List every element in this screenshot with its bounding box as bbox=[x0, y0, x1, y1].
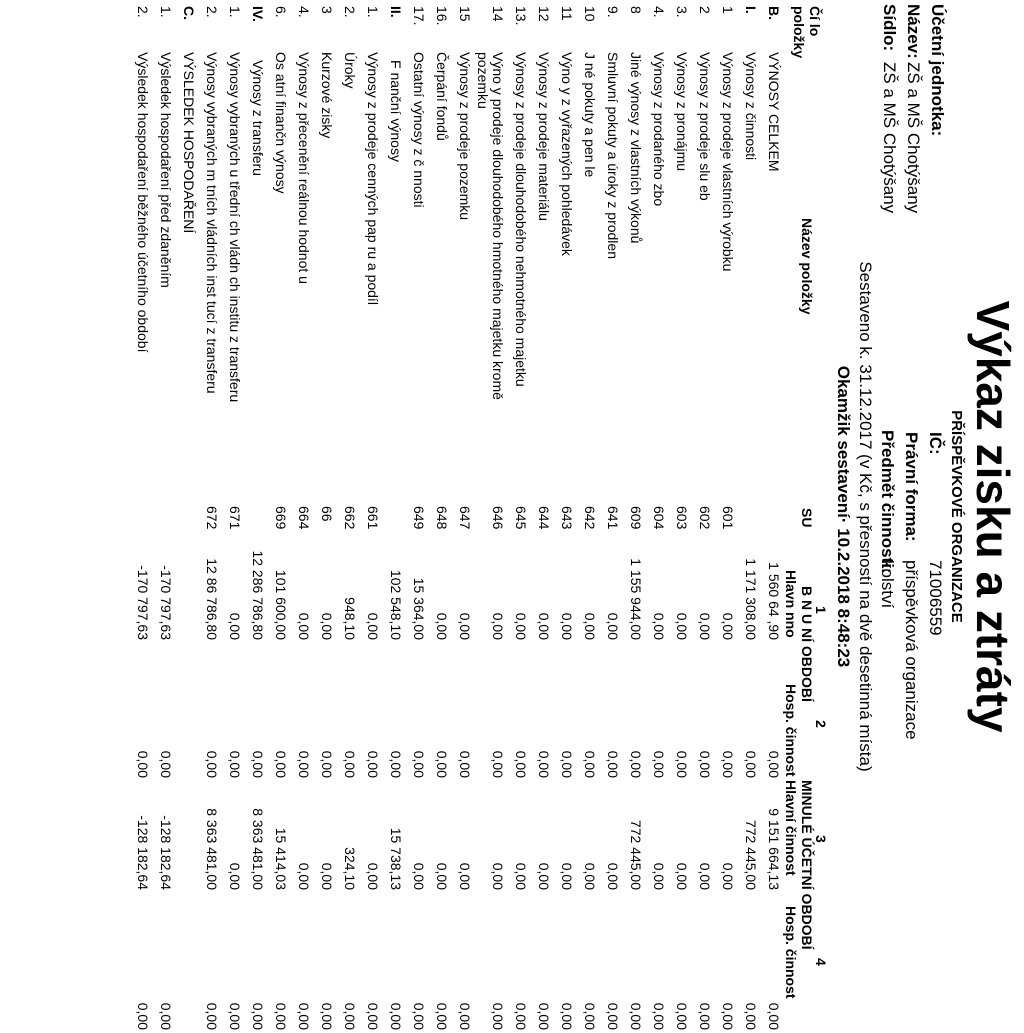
row-main-current: 102 548,10 bbox=[388, 569, 404, 640]
row-hosp-previous: 0,00 bbox=[227, 1002, 243, 1030]
row-main-previous: 0,00 bbox=[674, 862, 690, 890]
row-number: 3 bbox=[319, 6, 335, 14]
row-number: 1. bbox=[158, 6, 174, 18]
row-number: C. bbox=[181, 6, 197, 20]
name-label: Název: bbox=[904, 4, 923, 59]
row-su: 662 bbox=[342, 506, 358, 530]
row-main-current: 12 86 786,80 bbox=[204, 558, 220, 640]
row-hosp-previous: 0,00 bbox=[559, 1002, 575, 1030]
row-main-previous: 0,00 bbox=[720, 862, 736, 890]
row-number: 1 bbox=[720, 6, 736, 14]
row-hosp-previous: 0,00 bbox=[513, 1002, 529, 1030]
row-name: Výnosy z prodaného zbo bbox=[651, 52, 667, 207]
row-hosp-previous: 0,00 bbox=[342, 1002, 358, 1030]
col-number-1: 1 bbox=[813, 606, 829, 614]
row-main-current: 101 600,00 bbox=[273, 569, 289, 640]
row-hosp-previous: 0,00 bbox=[434, 1002, 450, 1030]
row-name: Výnosy z pronájmu bbox=[674, 52, 690, 172]
row-hosp-current: 0,00 bbox=[296, 750, 312, 778]
row-name: Výnosy z prodeje materiálu bbox=[536, 52, 552, 221]
row-hosp-previous: 0,00 bbox=[204, 1002, 220, 1030]
row-number: 1. bbox=[227, 6, 243, 18]
col-cislo-line2: položky bbox=[791, 6, 807, 59]
row-main-previous: 0,00 bbox=[536, 862, 552, 890]
row-main-current: -170 797,63 bbox=[135, 565, 151, 640]
row-number: 1. bbox=[365, 6, 381, 18]
compiled-moment: Okamžik sestavení· 10.2.2018 8:48:23 bbox=[834, 365, 853, 668]
row-name: Výsledek hospodaření běžného účetního období bbox=[135, 52, 151, 353]
row-su: 661 bbox=[365, 506, 381, 530]
row-hosp-current: 0,00 bbox=[204, 750, 220, 778]
row-hosp-previous: 0,00 bbox=[388, 1002, 404, 1030]
row-main-current: 0,00 bbox=[457, 612, 473, 640]
row-su: 672 bbox=[204, 506, 220, 530]
row-number: I. bbox=[743, 6, 759, 14]
row-hosp-previous: 0,00 bbox=[365, 1002, 381, 1030]
col-number-4: 4 bbox=[813, 958, 829, 966]
row-main-previous: 15 414,03 bbox=[273, 827, 289, 890]
row-hosp-previous: 0,00 bbox=[536, 1002, 552, 1030]
row-number: 2 bbox=[697, 6, 713, 14]
row-su: 604 bbox=[651, 506, 667, 530]
row-number: 11 bbox=[559, 6, 575, 21]
row-main-current: 0,00 bbox=[296, 612, 312, 640]
row-main-previous: 0,00 bbox=[582, 862, 598, 890]
row-hosp-previous: 0,00 bbox=[250, 1002, 266, 1030]
row-name: VÝSLEDEK HOSPODAŘENÍ bbox=[181, 52, 197, 234]
row-hosp-previous: 0,00 bbox=[411, 1002, 427, 1030]
col-su-header: SU bbox=[799, 508, 815, 528]
col-cislo-line1: Čí lo bbox=[807, 6, 823, 37]
row-number: IV. bbox=[250, 6, 266, 22]
row-main-previous: 324,10 bbox=[342, 847, 358, 890]
row-number: 14 bbox=[490, 6, 506, 22]
row-hosp-current: 0,00 bbox=[674, 750, 690, 778]
row-main-current: 0,00 bbox=[582, 612, 598, 640]
row-name: Smluvní pokuty a úroky z prodlen bbox=[605, 52, 621, 259]
row-name: VÝNOSY CELKEM bbox=[766, 52, 782, 172]
row-main-previous: 0,00 bbox=[513, 862, 529, 890]
row-number: 10 bbox=[582, 6, 598, 22]
row-name: Čerpání fondů bbox=[434, 52, 450, 141]
compiled-date: Sestaveno k. 31.12.2017 (v Kč, s přesností na dvě desetinná místa) bbox=[856, 261, 875, 772]
row-name: Výnosy z transferu bbox=[250, 60, 266, 176]
row-su: 647 bbox=[457, 506, 473, 530]
row-main-previous: 0,00 bbox=[434, 862, 450, 890]
row-su: 643 bbox=[559, 506, 575, 530]
row-main-previous: 0,00 bbox=[490, 862, 506, 890]
row-name: Os atní finančn výnosy bbox=[273, 52, 289, 194]
col-main-previous: Hlavní činnost bbox=[783, 780, 799, 876]
row-su: 671 bbox=[227, 506, 243, 530]
row-main-previous: -128 182,64 bbox=[158, 815, 174, 890]
row-name: Výnosy z přecenění reálnou hodnot u bbox=[296, 52, 312, 284]
row-main-current: 0,00 bbox=[605, 612, 621, 640]
row-main-previous: 0,00 bbox=[365, 862, 381, 890]
row-main-previous: 0,00 bbox=[651, 862, 667, 890]
row-name: Výno y z vyřazených pohledávek bbox=[559, 52, 575, 256]
row-hosp-current: 0,00 bbox=[582, 750, 598, 778]
row-number: 13. bbox=[513, 6, 529, 26]
row-hosp-current: 0,00 bbox=[605, 750, 621, 778]
row-main-previous: 8 363 481,00 bbox=[250, 808, 266, 890]
legal-form-label: Právní forma: bbox=[902, 432, 921, 542]
row-main-previous: 0,00 bbox=[319, 862, 335, 890]
row-hosp-current: 0,00 bbox=[135, 750, 151, 778]
row-hosp-current: 0,00 bbox=[457, 750, 473, 778]
report-subtitle: PŘÍSPĚVKOVÉ ORGANIZACE bbox=[948, 410, 965, 623]
name-value: ZŠ a MŠ Chotýšany bbox=[904, 62, 923, 214]
row-hosp-previous: 0,00 bbox=[743, 1002, 759, 1030]
row-number: 15 bbox=[457, 6, 473, 22]
row-name: Výnosy z prodeje dlouhodobého nehmotného majetku bbox=[513, 52, 529, 387]
row-hosp-current: 0,00 bbox=[766, 750, 782, 778]
row-main-current: 948,10 bbox=[342, 597, 358, 640]
row-number: II. bbox=[388, 6, 404, 18]
row-hosp-current: 0,00 bbox=[250, 750, 266, 778]
row-number: B. bbox=[766, 6, 782, 20]
row-main-current: 0,00 bbox=[434, 612, 450, 640]
row-hosp-current: 0,00 bbox=[697, 750, 713, 778]
row-su: 646 bbox=[490, 506, 506, 530]
col-hosp-current: Hosp. činnost bbox=[783, 684, 799, 777]
row-su: 641 bbox=[605, 506, 621, 530]
row-number: 9. bbox=[605, 6, 621, 18]
row-hosp-previous: 0,00 bbox=[490, 1002, 506, 1030]
row-main-current: 1 560 64 ,90 bbox=[766, 562, 782, 640]
row-name: Výnosy z prodeje vlastních výrobku bbox=[720, 52, 736, 272]
row-name: J né pokuty a pen le bbox=[582, 52, 598, 178]
row-hosp-previous: 0,00 bbox=[766, 1002, 782, 1030]
row-hosp-current: 0,00 bbox=[720, 750, 736, 778]
row-name: Úroky bbox=[342, 52, 358, 89]
row-su: 669 bbox=[273, 506, 289, 530]
row-su: 644 bbox=[536, 506, 552, 530]
row-main-current: 12 286 786,80 bbox=[250, 550, 266, 640]
row-hosp-previous: 0,00 bbox=[628, 1002, 644, 1030]
row-name: Výnosy z prodeje cenných pap ru a podíl bbox=[365, 52, 381, 305]
row-main-current: 0,00 bbox=[513, 612, 529, 640]
row-number: 12 bbox=[536, 6, 552, 22]
row-su: 645 bbox=[513, 506, 529, 530]
row-main-current: 0,00 bbox=[365, 612, 381, 640]
row-number: 17. bbox=[411, 6, 427, 26]
ic-value: 71006559 bbox=[926, 560, 945, 636]
ic-label: IČ: bbox=[926, 432, 945, 455]
row-su: 642 bbox=[582, 506, 598, 530]
row-hosp-current: 0,00 bbox=[559, 750, 575, 778]
row-main-previous: 8 363 481,00 bbox=[204, 808, 220, 890]
row-number: 8 bbox=[628, 6, 644, 14]
row-name: Výnosy vybraných m tních vládních inst tucí z transferu bbox=[204, 52, 220, 394]
row-hosp-previous: 0,00 bbox=[697, 1002, 713, 1030]
row-hosp-current: 0,00 bbox=[536, 750, 552, 778]
row-main-previous: 0,00 bbox=[697, 862, 713, 890]
row-number: 16. bbox=[434, 6, 450, 26]
row-main-previous: 772 445,00 bbox=[743, 819, 759, 890]
row-main-current: 0,00 bbox=[674, 612, 690, 640]
row-name: Výnosy z činnosti bbox=[743, 52, 759, 161]
col-current-period: B N U NÍ OBDOBÍ bbox=[799, 586, 815, 702]
row-hosp-previous: 0,00 bbox=[457, 1002, 473, 1030]
row-hosp-current: 0,00 bbox=[651, 750, 667, 778]
row-main-previous: 9 151 664,13 bbox=[766, 808, 782, 890]
row-su: 649 bbox=[411, 506, 427, 530]
row-hosp-current: 0,00 bbox=[342, 750, 358, 778]
row-hosp-previous: 0,00 bbox=[296, 1002, 312, 1030]
row-main-previous: 0,00 bbox=[559, 862, 575, 890]
row-main-previous: 15 738,13 bbox=[388, 827, 404, 890]
row-main-current: -170 797,63 bbox=[158, 565, 174, 640]
row-hosp-current: 0,00 bbox=[434, 750, 450, 778]
row-name: Ostatní výnosy z č nnosti bbox=[411, 52, 427, 208]
row-name: F nanční výnosy bbox=[388, 60, 404, 162]
unit-label: Účetní jednotka: bbox=[928, 4, 947, 137]
row-hosp-previous: 0,00 bbox=[273, 1002, 289, 1030]
row-hosp-previous: 0,00 bbox=[582, 1002, 598, 1030]
row-number: 2. bbox=[204, 6, 220, 18]
col-number-3: 3 bbox=[813, 835, 829, 843]
row-main-current: 0,00 bbox=[536, 612, 552, 640]
row-name: Jiné výnosy z vlastních výkonů bbox=[628, 52, 644, 244]
row-name: Výnosy z prodeje pozemku bbox=[457, 52, 473, 221]
row-main-current: 1 171 308,00 bbox=[743, 558, 759, 640]
row-hosp-previous: 0,00 bbox=[720, 1002, 736, 1030]
row-su: 602 bbox=[697, 506, 713, 530]
row-hosp-current: 0,00 bbox=[513, 750, 529, 778]
row-su: 66 bbox=[319, 506, 335, 522]
row-main-previous: 0,00 bbox=[457, 862, 473, 890]
row-main-previous: -128 182,64 bbox=[135, 815, 151, 890]
row-number: 4. bbox=[296, 6, 312, 18]
row-main-current: 0,00 bbox=[559, 612, 575, 640]
row-main-current: 0,00 bbox=[720, 612, 736, 640]
row-main-current: 1 155 944,00 bbox=[628, 558, 644, 640]
row-name-continued: pozemku bbox=[475, 52, 491, 109]
row-main-previous: 0,00 bbox=[605, 862, 621, 890]
activity-value: kolství bbox=[878, 560, 897, 609]
row-hosp-current: 0,00 bbox=[158, 750, 174, 778]
row-main-previous: 0,00 bbox=[227, 862, 243, 890]
row-name: Výnosy z prodeje slu eb bbox=[697, 52, 713, 201]
row-name: Kurzové zisky bbox=[319, 52, 335, 139]
row-name: Výnosy vybraných u třední ch vládn ch institu z transferu bbox=[227, 52, 243, 403]
row-main-current: 0,00 bbox=[227, 612, 243, 640]
col-previous-period: MINULÉ ÚČETNÍ OBDOBÍ bbox=[799, 780, 815, 950]
row-number: 2. bbox=[342, 6, 358, 18]
row-hosp-current: 0,00 bbox=[365, 750, 381, 778]
row-main-current: 0,00 bbox=[319, 612, 335, 640]
col-name-header: Název položky bbox=[799, 218, 815, 315]
col-number-2: 2 bbox=[813, 720, 829, 728]
row-main-previous: 0,00 bbox=[296, 862, 312, 890]
row-hosp-current: 0,00 bbox=[628, 750, 644, 778]
row-hosp-current: 0,00 bbox=[411, 750, 427, 778]
row-name: Výno y prodeje dlouhodobého hmotného majetku kromě bbox=[490, 52, 506, 400]
row-hosp-previous: 0,00 bbox=[605, 1002, 621, 1030]
row-number: 2. bbox=[135, 6, 151, 18]
col-main-current: Hlavn nno bbox=[783, 570, 799, 638]
report-title: Výkaz zisku a ztráty bbox=[967, 300, 1019, 733]
row-main-current: 0,00 bbox=[651, 612, 667, 640]
row-su: 609 bbox=[628, 506, 644, 530]
row-hosp-current: 0,00 bbox=[273, 750, 289, 778]
col-hosp-previous: Hosp. činnost bbox=[783, 906, 799, 999]
row-hosp-previous: 0,00 bbox=[651, 1002, 667, 1030]
row-main-current: 15 364,00 bbox=[411, 577, 427, 640]
row-su: 664 bbox=[296, 506, 312, 530]
row-hosp-previous: 0,00 bbox=[158, 1002, 174, 1030]
row-hosp-current: 0,00 bbox=[743, 750, 759, 778]
legal-form-value: příspěvková organizace bbox=[902, 560, 921, 740]
row-hosp-current: 0,00 bbox=[227, 750, 243, 778]
row-hosp-previous: 0,00 bbox=[319, 1002, 335, 1030]
seat-value: ZŠ a MŠ Chotýšany bbox=[880, 62, 899, 214]
seat-label: Sídlo: bbox=[880, 4, 899, 52]
row-su: 648 bbox=[434, 506, 450, 530]
row-hosp-previous: 0,00 bbox=[135, 1002, 151, 1030]
row-main-previous: 772 445,00 bbox=[628, 819, 644, 890]
row-number: 3. bbox=[674, 6, 690, 18]
activity-label: Předmět činnosti: bbox=[878, 430, 897, 574]
row-hosp-current: 0,00 bbox=[319, 750, 335, 778]
row-hosp-current: 0,00 bbox=[490, 750, 506, 778]
row-number: 6. bbox=[273, 6, 289, 18]
row-main-current: 0,00 bbox=[697, 612, 713, 640]
row-name: Výsledek hospodaření před zdaněním bbox=[158, 52, 174, 288]
row-su: 601 bbox=[720, 506, 736, 530]
row-number: 4. bbox=[651, 6, 667, 18]
row-hosp-previous: 0,00 bbox=[674, 1002, 690, 1030]
row-main-current: 0,00 bbox=[490, 612, 506, 640]
row-hosp-current: 0,00 bbox=[388, 750, 404, 778]
row-main-previous: 0,00 bbox=[411, 862, 427, 890]
row-su: 603 bbox=[674, 506, 690, 530]
